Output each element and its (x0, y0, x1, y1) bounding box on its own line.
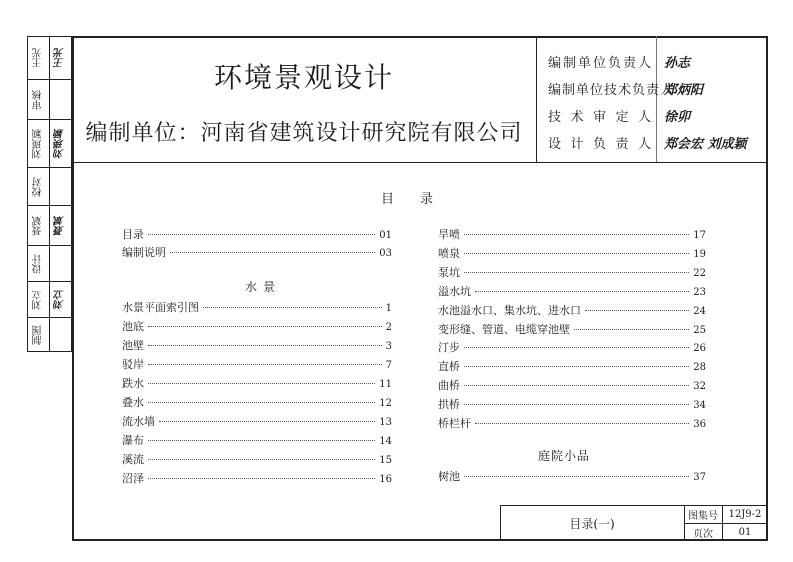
header-divider (72, 162, 768, 163)
toc-entry-page: 12 (379, 398, 392, 409)
strip-label: 制图 (33, 324, 44, 345)
toc-entry-page: 14 (379, 436, 392, 447)
toc-entry (122, 318, 392, 334)
toc-entry (122, 337, 392, 353)
dot-leader (170, 252, 375, 253)
strip-label: 聂斌 (33, 215, 44, 236)
dot-leader (148, 440, 375, 441)
toc-entry-page: 23 (693, 286, 706, 298)
strip-label: 审核 (33, 89, 44, 110)
dot-leader (585, 310, 689, 311)
toc-entry (122, 299, 392, 315)
toc-entry (122, 356, 392, 372)
strip-sign-cell (49, 120, 72, 168)
toc-entry-page: 24 (693, 305, 706, 317)
toc-entry-page: 34 (693, 400, 706, 412)
toc-entry-page: 28 (693, 362, 706, 374)
toc-entry-page: 32 (693, 381, 706, 393)
dot-leader (159, 421, 375, 422)
responsibility-signature: 徐卯 (664, 110, 691, 125)
strip-sign-cell (49, 318, 72, 352)
strip-label: 设计 (33, 253, 44, 274)
toc-entry-page: 17 (693, 230, 706, 241)
toc-entry (122, 394, 392, 410)
toc-entry-page: 37 (693, 472, 706, 483)
toc-entry-title: 直桥 (438, 360, 460, 374)
strip-signature: 刘瑛颖 (55, 128, 66, 159)
section-heading-water: 水景 (245, 280, 282, 294)
dot-leader (148, 345, 382, 346)
toc-entry-page: 2 (385, 322, 392, 333)
dot-leader (464, 476, 689, 477)
dot-leader (464, 347, 689, 348)
strip-label-cell (27, 282, 50, 318)
toc-entry (438, 468, 706, 484)
toc-entry (438, 396, 706, 412)
toc-entry (438, 377, 706, 393)
responsibility-signature: 郑会宏 刘成颖 (664, 137, 747, 152)
toc-entry-title: 水池溢水口、集水坑、进水口 (438, 303, 581, 317)
dot-leader (464, 234, 689, 235)
toc-entry-page: 36 (693, 419, 706, 430)
strip-label-cell (27, 80, 50, 120)
toc-entry-title: 溪流 (122, 453, 144, 466)
dot-leader (148, 383, 375, 384)
toc-entry (438, 415, 706, 431)
responsibility-role: 设计负责人 (548, 137, 652, 152)
dot-leader (574, 329, 689, 330)
drawing-title: 环境景观设计 (213, 61, 394, 94)
toc-entry-page: 01 (379, 230, 392, 241)
responsibility-signature: 孙志 (664, 56, 691, 71)
toc-entry-page: 3 (385, 341, 392, 352)
toc-entry-title: 曲桥 (438, 379, 460, 393)
toc-entry (438, 302, 706, 318)
toc-entry-page: 16 (379, 474, 392, 485)
sheet-name: 目录(一) (569, 516, 615, 531)
dot-leader (148, 402, 375, 403)
dot-leader (464, 253, 689, 254)
toc-entry-title: 流水墙 (122, 415, 155, 428)
responsibility-role: 编制单位负责人 (548, 56, 652, 71)
strip-sign-cell (49, 282, 72, 318)
toc-entry (438, 358, 706, 374)
toc-entry-title: 拱桥 (438, 398, 460, 412)
header-vertical-divider (536, 36, 537, 162)
toc-entry (122, 470, 392, 486)
strip-signature: 刘立 (55, 289, 66, 310)
strip-signature: 聂斌 (55, 215, 66, 236)
dot-leader (464, 272, 689, 273)
section-heading-garden: 庭院小品 (538, 449, 591, 463)
dot-leader (464, 404, 689, 405)
toc-entry-page: 26 (693, 343, 706, 355)
toc-entry-title: 池壁 (122, 339, 144, 352)
toc-entry-title: 池底 (122, 320, 144, 333)
strip-signature: 王光 (55, 47, 66, 68)
strip-sign-cell (49, 168, 72, 206)
dot-leader (148, 364, 382, 365)
toc-entry-title: 跌水 (122, 377, 144, 390)
toc-entry-title: 瀑布 (122, 434, 144, 447)
strip-label-cell (27, 168, 50, 206)
strip-label-cell (27, 120, 50, 168)
strip-label-cell (27, 246, 50, 282)
toc-entry (122, 432, 392, 448)
toc-entry-page: 7 (385, 360, 392, 371)
toc-entry (122, 226, 392, 242)
responsibility-sign-divider (656, 36, 657, 162)
dot-leader (464, 366, 689, 367)
toc-entry (122, 375, 392, 391)
toc-entry-title: 驳岸 (122, 358, 144, 371)
strip-sign-cell (49, 36, 72, 80)
toc-entry-title: 目录 (122, 228, 144, 241)
dot-leader (464, 385, 689, 386)
atlas-label: 图集号 (688, 510, 718, 522)
page-label: 页次 (693, 528, 713, 540)
toc-entry-title: 水景平面索引图 (122, 301, 199, 314)
toc-entry-page: 03 (379, 248, 392, 259)
toc-entry-page: 25 (693, 324, 706, 336)
dot-leader (148, 326, 382, 327)
toc-entry-title: 编制说明 (122, 246, 166, 259)
page-number: 01 (738, 526, 752, 538)
toc-entry (438, 245, 706, 261)
toc-entry-title: 树池 (438, 470, 460, 483)
strip-sign-cell (49, 206, 72, 246)
strip-label: 刘瑛颖 (33, 128, 44, 159)
toc-entry-page: 22 (693, 267, 706, 279)
toc-entry-title: 叠水 (122, 396, 144, 409)
toc-entry (438, 264, 706, 280)
toc-entry-page: 19 (693, 248, 706, 260)
dot-leader (148, 459, 375, 460)
dot-leader (475, 423, 689, 424)
atlas-number: 12J9-2 (728, 508, 762, 520)
toc-entry (122, 244, 392, 260)
toc-entry-title: 溢水坑 (438, 284, 471, 298)
toc-entry-title: 变形缝、管道、电缆穿池壁 (438, 322, 570, 336)
compiling-unit: 编制单位：河南省建筑设计研究院有限公司 (85, 121, 523, 146)
toc-entry-title: 桥栏杆 (438, 417, 471, 430)
responsibility-signature: 郑炳阳 (664, 83, 704, 98)
toc-entry (438, 283, 706, 299)
toc-entry-title: 旱喷 (438, 228, 460, 241)
toc-entry-title: 喷泉 (438, 246, 460, 260)
strip-sign-cell (49, 80, 72, 120)
responsibility-role: 技术审定人 (548, 110, 652, 125)
dot-leader (148, 478, 375, 479)
strip-label-cell (27, 206, 50, 246)
toc-entry-page: 11 (379, 379, 392, 390)
toc-entry (438, 339, 706, 355)
dot-leader (148, 234, 375, 235)
toc-entry-page: 15 (379, 455, 392, 466)
toc-entry (122, 451, 392, 467)
dot-leader (475, 291, 689, 292)
toc-entry (438, 321, 706, 337)
toc-entry (122, 413, 392, 429)
toc-entry (438, 226, 706, 242)
toc-entry-title: 泵坑 (438, 265, 460, 279)
toc-heading: 目录 (380, 192, 459, 207)
strip-label-cell (27, 318, 50, 352)
strip-label: 刘立 (33, 289, 44, 310)
responsibility-role: 编制单位技术负责人 (548, 83, 675, 98)
strip-sign-cell (49, 246, 72, 282)
strip-label-cell (27, 36, 50, 80)
strip-label: 王光 (33, 47, 44, 68)
toc-entry-page: 13 (379, 417, 392, 428)
toc-entry-title: 汀步 (438, 341, 460, 355)
strip-label: 校对 (33, 176, 44, 197)
toc-entry-page: 1 (385, 303, 392, 314)
toc-entry-title: 沼泽 (122, 472, 144, 485)
dot-leader (203, 307, 382, 308)
